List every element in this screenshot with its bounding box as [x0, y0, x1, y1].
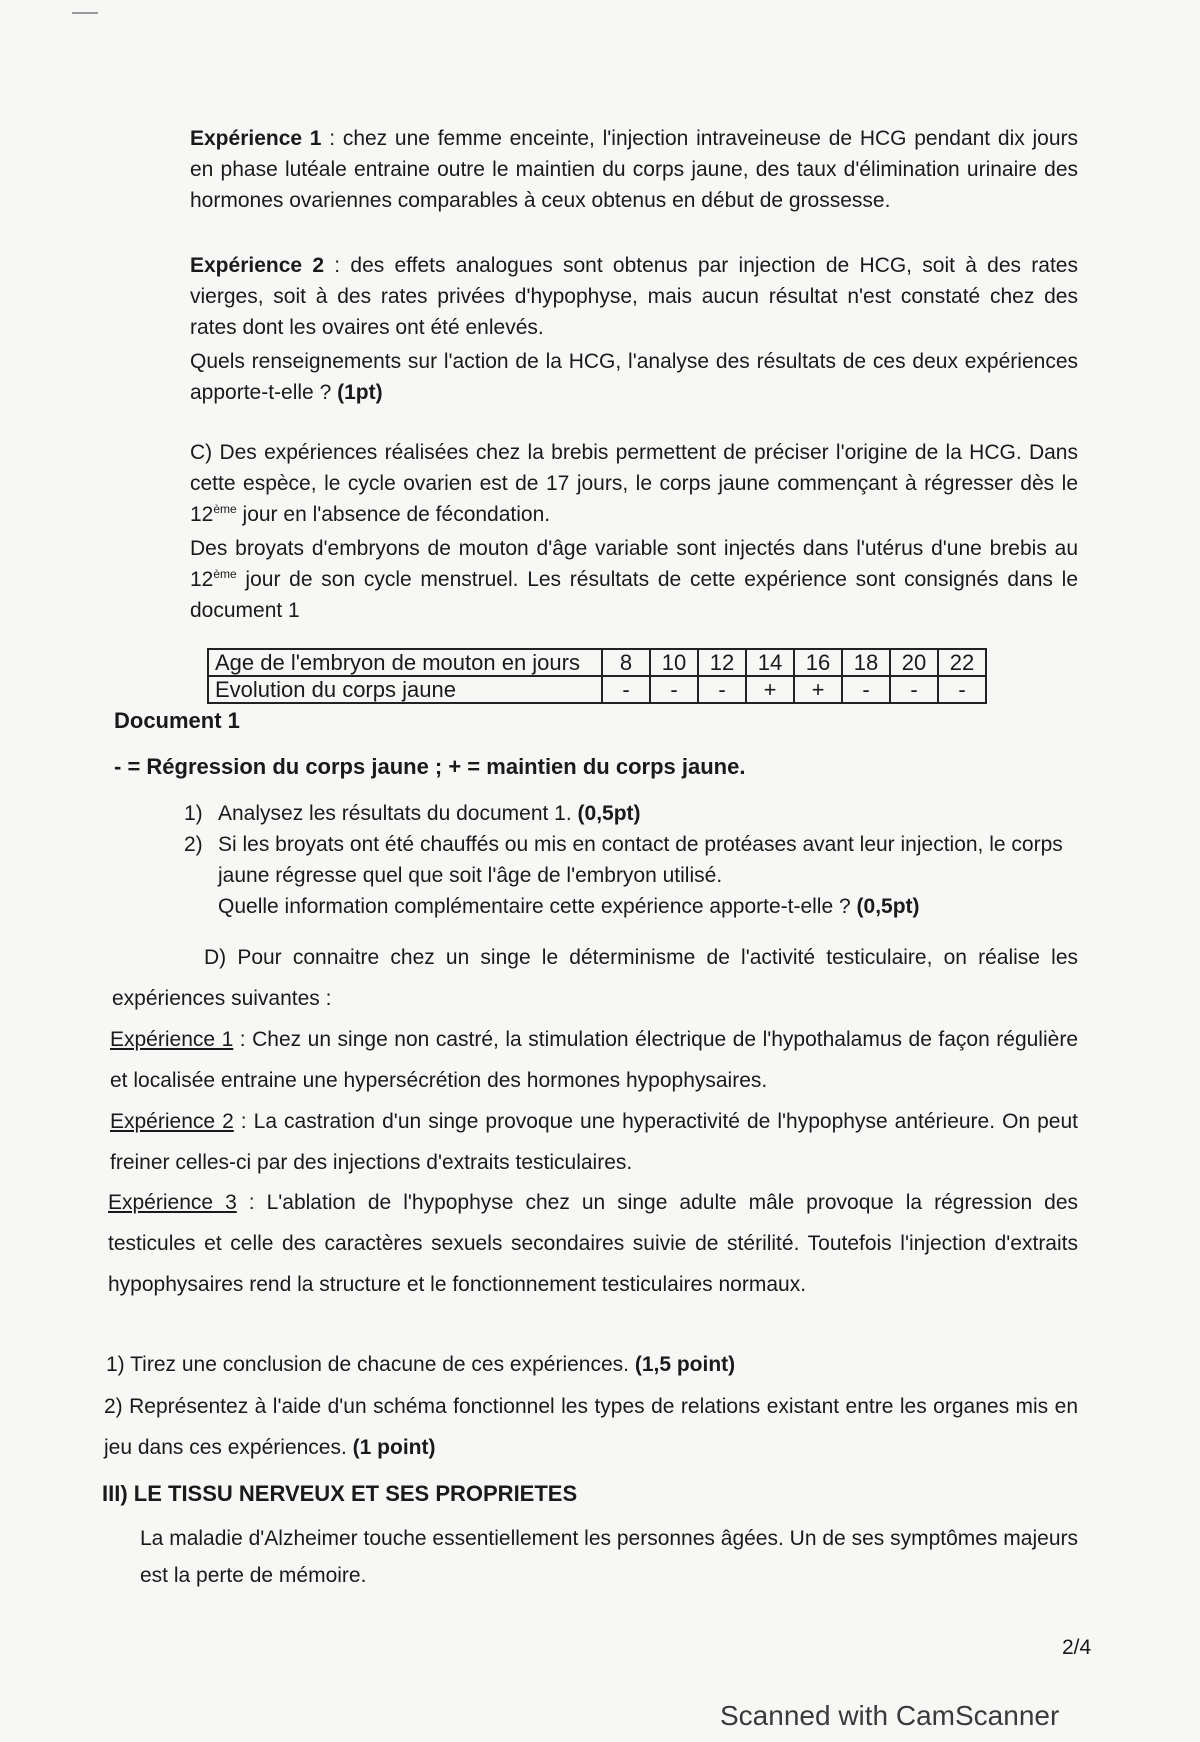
scan-edge-mark — [72, 12, 98, 14]
document-1-table — [207, 648, 987, 704]
part-c-intro-text-end: jour en l'absence de fécondation. — [236, 503, 551, 526]
part-d-question-2-text: 2) Représentez à l'aide d'un schéma fonctionnel les types de relations existant entre les organes mis en jeu dans ces expériences. — [104, 1395, 1078, 1459]
part-c-intro-sup: ème — [213, 502, 237, 516]
question-points: (0,5pt) — [577, 802, 641, 825]
list-item — [184, 798, 1078, 829]
part-d-experience-3 — [108, 1182, 1078, 1305]
age-cell: 8 — [602, 649, 650, 676]
row-label-age: Age de l'embryon de mouton en jours — [208, 649, 602, 676]
question-text-2: Quelle information complémentaire cette expérience apporte-t-elle ? — [218, 895, 857, 918]
experience-1-text: : chez une femme enceinte, l'injection intraveineuse de HCG pendant dix jours en phase lutéale entraine outre le maintien du corps jaune, des taux d'élimination urinaire des hormones ovariennes comparables à ceux obtenus en début de grossesse. — [190, 127, 1078, 212]
experience-2-title: Expérience 2 — [190, 254, 325, 277]
question-hcg-text: Quels renseignements sur l'action de la HCG, l'analyse des résultats de ces deux expériences apporte-t-elle ? — [190, 350, 1078, 404]
part-d-intro: D) Pour connaitre chez un singe le déterminisme de l'activité testiculaire, on réalise les expériences suivantes : — [112, 946, 1078, 1010]
part-d-question-1-text: 1) Tirez une conclusion de chacune de ces expériences. — [106, 1353, 635, 1376]
table-row-evolution — [208, 676, 986, 703]
part-d-experience-1-text: : Chez un singe non castré, la stimulation électrique de l'hypothalamus de façon régulière et localisée entraine une hypersécrétion des hormones hypophysaires. — [110, 1028, 1078, 1092]
evolution-cell: + — [794, 676, 842, 703]
age-cell: 14 — [746, 649, 794, 676]
part-d-experience-1-title: Expérience 1 — [110, 1028, 234, 1051]
part-c-protocol-text-end: jour de son cycle menstruel. Les résultats de cette expérience sont consignés dans le document 1 — [190, 568, 1078, 622]
part-c-intro-text: C) Des expériences réalisées chez la brebis permettent de préciser l'origine de la HCG. Dans cette espèce, le cycle ovarien est de 17 jours, le corps jaune commençant à régresser dès le 12 — [190, 441, 1078, 526]
page-number: 2/4 — [1062, 1636, 1092, 1659]
age-cell: 10 — [650, 649, 698, 676]
part-c-protocol-text: Des broyats d'embryons de mouton d'âge variable sont injectés dans l'utérus d'une brebis au 12 — [190, 537, 1078, 591]
table-row-age — [208, 649, 986, 676]
question-text: Analysez les résultats du document 1. — [218, 802, 578, 825]
part-d-experience-1 — [110, 1019, 1078, 1101]
part-c-intro — [190, 437, 1078, 530]
experience-1-block — [190, 123, 1078, 216]
document-1-caption: Document 1 — [114, 708, 240, 733]
question-hcg-block — [190, 346, 1078, 408]
experience-2-block — [190, 250, 1078, 343]
part-d-question-1-points: (1,5 point) — [634, 1353, 736, 1376]
part-d-experience-2 — [110, 1101, 1078, 1183]
part-c-protocol-sup: ème — [213, 567, 237, 581]
part-c-protocol — [190, 533, 1078, 626]
age-cell: 16 — [794, 649, 842, 676]
scanner-watermark: Scanned with CamScanner — [720, 1700, 1060, 1731]
question-text: Si les broyats ont été chauffés ou mis en contact de protéases avant leur injection, le corps jaune régresse quel que soit l'âge de l'embryon utilisé. — [218, 833, 1063, 887]
part-d-question-2 — [104, 1386, 1078, 1468]
part-d-question-1 — [106, 1344, 1078, 1385]
part-d-experience-2-title: Expérience 2 — [110, 1110, 234, 1133]
question-hcg-points: (1pt) — [337, 381, 383, 404]
evolution-cell: - — [938, 676, 986, 703]
age-cell: 20 — [890, 649, 938, 676]
part-d-experience-3-title: Expérience 3 — [108, 1191, 237, 1214]
experience-1-title: Expérience 1 — [190, 127, 322, 150]
section-intro-alzheimer: La maladie d'Alzheimer touche essentiellement les personnes âgées. Un de ses symptômes majeurs est la perte de mémoire. — [140, 1527, 1078, 1587]
part-d-question-2-points: (1 point) — [352, 1436, 436, 1459]
part-d-experience-3-text: : L'ablation de l'hypophyse chez un singe adulte mâle provoque la régression des testicules et celle des caractères sexuels secondaires suivie de stérilité. Toutefois l'injection d'extraits hypophysaires rend la structure et le fonctionnement testiculaires normaux. — [108, 1191, 1078, 1296]
row-label-evolution: Evolution du corps jaune — [208, 676, 602, 703]
age-cell: 18 — [842, 649, 890, 676]
questions-c-list — [184, 798, 1078, 922]
experience-2-text: : des effets analogues sont obtenus par injection de HCG, soit à des rates vierges, soit à des rates privées d'hypophyse, mais aucun résultat n'est constaté chez des rates dont les ovaires ont été enlevés. — [190, 254, 1078, 339]
age-cell: 12 — [698, 649, 746, 676]
evolution-cell: - — [650, 676, 698, 703]
question-number: 2) — [184, 833, 203, 856]
evolution-cell: - — [602, 676, 650, 703]
evolution-cell: - — [842, 676, 890, 703]
part-d-experience-2-text: : La castration d'un singe provoque une hyperactivité de l'hypophyse antérieure. On peut freiner celles-ci par des injections d'extraits testiculaires. — [110, 1110, 1078, 1174]
list-item — [184, 829, 1078, 922]
document-1-legend: - = Régression du corps jaune ; + = maintien du corps jaune. — [114, 754, 746, 779]
age-cell: 22 — [938, 649, 986, 676]
evolution-cell: - — [890, 676, 938, 703]
evolution-cell: - — [698, 676, 746, 703]
question-points: (0,5pt) — [856, 895, 920, 918]
question-number: 1) — [184, 802, 203, 825]
section-heading-nervous-tissue: III) LE TISSU NERVEUX ET SES PROPRIETES — [102, 1481, 578, 1506]
evolution-cell: + — [746, 676, 794, 703]
